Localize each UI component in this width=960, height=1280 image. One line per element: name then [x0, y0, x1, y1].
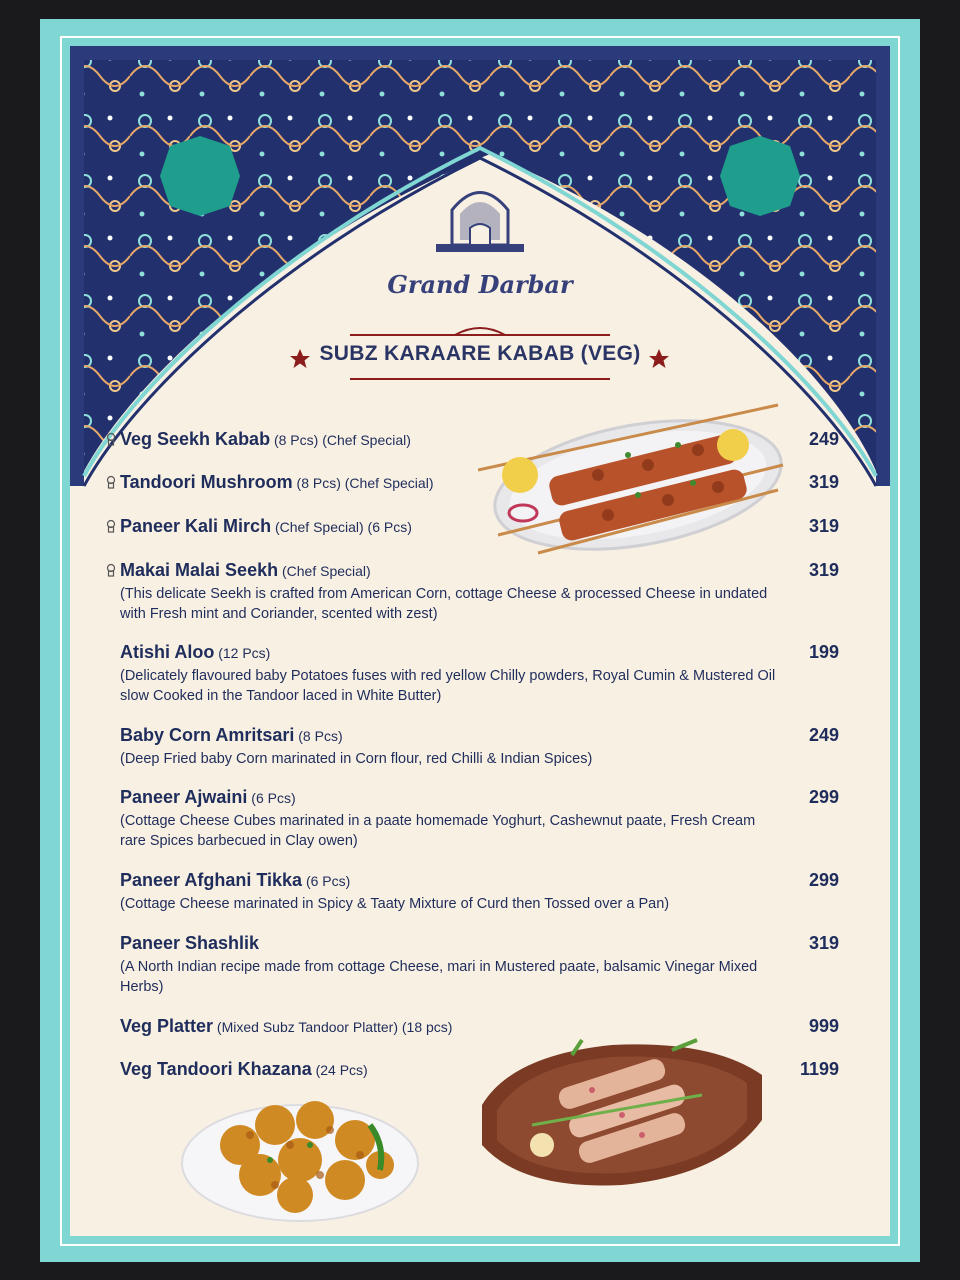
item-name: Tandoori Mushroom — [120, 472, 293, 492]
menu-item — [120, 516, 780, 537]
item-note: (8 Pcs) — [294, 728, 343, 744]
item-price: 199 — [808, 642, 839, 662]
item-note: (12 Pcs) — [214, 645, 271, 661]
item-name: Veg Platter — [120, 1016, 214, 1036]
menu-item — [120, 933, 780, 997]
item-price: 319 — [808, 516, 839, 536]
item-price: 249 — [808, 429, 839, 449]
menu-item — [120, 642, 780, 706]
menu-item — [120, 560, 780, 624]
item-name: Veg Tandoori Khazana — [120, 1059, 312, 1079]
chef-special-icon — [105, 475, 117, 489]
menu-item — [120, 1016, 780, 1037]
item-note: (Chef Special) (6 Pcs) — [271, 519, 412, 535]
item-note: (8 Pcs) (Chef Special) — [270, 432, 411, 448]
item-name: Veg Seekh Kabab — [120, 429, 271, 449]
item-name: Atishi Aloo — [120, 642, 215, 662]
item-price: 249 — [808, 725, 839, 745]
brand-name: Grand Darbar — [387, 270, 573, 299]
item-name: Paneer Shashlik — [120, 933, 260, 953]
menu-item — [120, 787, 780, 851]
item-note: (6 Pcs) — [302, 873, 351, 889]
item-note: (6 Pcs) — [247, 790, 296, 806]
item-description: (Cottage Cheese marinated in Spicy & Taaty Mixture of Curd then Tossed over a Pan) — [120, 896, 670, 912]
item-name: Paneer Ajwaini — [120, 787, 248, 807]
logo-dome-icon — [430, 180, 530, 265]
item-price: 319 — [808, 933, 839, 953]
item-name: Paneer Afghani Tikka — [120, 870, 303, 890]
item-description: (A North Indian recipe made from cottage Cheese, mari in Mustered paate, balsamic Vinegar Mixed Herbs) — [120, 959, 758, 995]
menu-item — [120, 870, 780, 914]
chef-special-icon — [105, 563, 117, 577]
item-name: Makai Malai Seekh — [120, 560, 279, 580]
item-note: (8 Pcs) (Chef Special) — [292, 475, 434, 491]
item-description: (Cottage Cheese Cubes marinated in a paate homemade Yoghurt, Cashewnut paate, Fresh Cream rare Spices barbecued in Clay owen) — [120, 813, 756, 849]
seekh-board-image — [472, 1035, 772, 1195]
item-description: (Deep Fried baby Corn marinated in Corn flour, red Chilli & Indian Spices) — [120, 751, 593, 767]
item-description: (Delicately flavoured baby Potatoes fuses with red yellow Chilly powders, Royal Cumin & Mustered Oil slow Cooked in the Tandoor laced in White Butter) — [120, 668, 776, 704]
item-description: (This delicate Seekh is crafted from American Corn, cottage Cheese & processed Cheese in undated with Fresh mint and Coriander, scented with zest) — [120, 586, 768, 622]
menu-item — [120, 725, 780, 769]
aloo-bowl-image — [180, 1085, 420, 1230]
item-price: 319 — [808, 560, 839, 580]
item-note: (Mixed Subz Tandoor Platter) (18 pcs) — [213, 1019, 453, 1035]
menu-item — [120, 472, 780, 493]
item-price: 319 — [808, 472, 839, 492]
chef-special-icon — [105, 519, 117, 533]
item-price: 299 — [808, 870, 839, 890]
item-name: Paneer Kali Mirch — [120, 516, 272, 536]
item-name: Baby Corn Amritsari — [120, 725, 295, 745]
item-price: 1199 — [799, 1059, 839, 1079]
menu-item — [120, 429, 780, 450]
item-price: 299 — [808, 787, 839, 807]
item-price: 999 — [808, 1016, 839, 1036]
item-note: (Chef Special) — [278, 563, 371, 579]
item-note: (24 Pcs) — [311, 1062, 368, 1078]
section-title: SUBZ KARAARE KABAB (VEG) — [319, 342, 641, 365]
chef-special-icon — [105, 432, 117, 446]
